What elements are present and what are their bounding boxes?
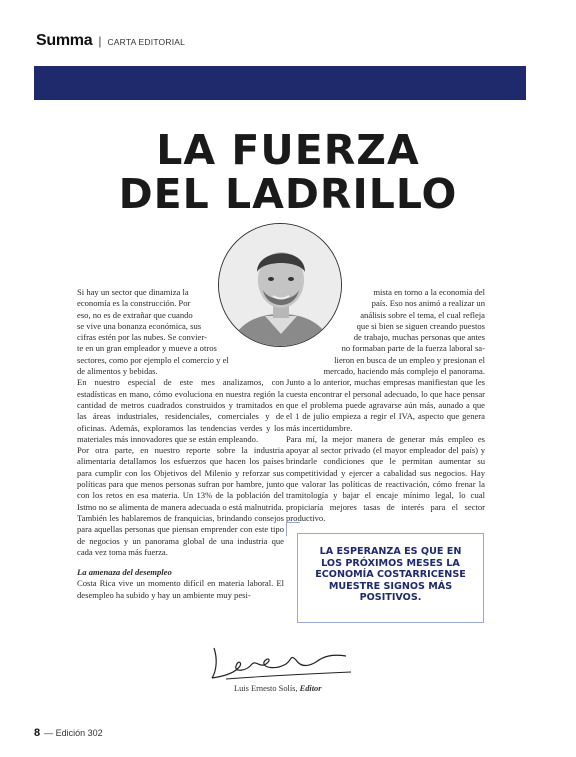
continuation-paragraph (286, 287, 485, 377)
text-line: país. Eso nos animó a realizar un (371, 298, 485, 309)
text-line: mista en torno a la economía del (373, 287, 485, 297)
text-line: que si bien se siguen creando puestos (356, 320, 485, 331)
body-paragraph: Junto a lo anterior, muchas empresas manifiestan que les cuesta encontrar el personal adecuado, lo que hace pensar que el problema puede agravarse aún más, aunado a que el 1 de julio empieza a regir el IVA, aspecto que genera más incertidumbre. (286, 377, 485, 433)
text-line: lieron en busca de un empleo y presionan el (334, 354, 485, 365)
page-header (36, 32, 185, 50)
body-paragraph: Para mí, la mejor manera de generar más empleo es apoyar al sector privado (el mayor empleador del país) y brindarle condiciones que le permitan aumentar su competitividad y ejercer a cabalidad sus negocios. Hay que valorar las políticas de reactivación, cómo frenar la tramitología y bajar el encaje mínimo legal, lo cual propiciaría mejores tasas de interés para el sector productivo. (286, 433, 485, 523)
handwritten-signature-icon (206, 642, 356, 682)
text-line: Si hay un sector que dinamiza la (77, 287, 189, 297)
body-paragraph: En nuestro especial de este mes analizamos, con estadísticas en mano, cómo evoluciona en nuestra región la cantidad de metros cuadrados construidos y tramitados en las áreas industriales, residenciales, comerciales y de oficinas. Además, exploramos las tendencias verdes y los materiales más innovadores que se están empleando. (77, 377, 284, 444)
accent-banner (34, 66, 526, 100)
pull-quote (297, 533, 484, 623)
section-label: CARTA EDITORIAL (107, 37, 186, 47)
body-paragraph: También les hablaremos de franquicias, brindando consejos para aquellas personas que piensan emprender con este tipo de negocios y un panorama global de una industria que cada vez toma más fuerza. (77, 512, 284, 557)
editor-name: Luis Ernesto Solís, (234, 684, 298, 693)
left-column (77, 287, 284, 601)
text-line: se vive una bonanza económica, sus (77, 320, 202, 331)
text-line: eso, no es de extrañar que cuando (77, 309, 193, 320)
section-subheading: La amenaza del desempleo (77, 567, 172, 578)
brand-logo: Summa (36, 32, 93, 49)
title-line-2: DEL LADRILLO (118, 170, 458, 218)
text-line: no formaban parte de la fuerza laboral sa- (341, 343, 485, 354)
signature-caption (234, 684, 321, 693)
body-paragraph: Costa Rica vive un momento difícil en materia laboral. El desempleo ha subido y hay un ambiente muy pesi- (77, 578, 284, 600)
right-column (286, 287, 485, 524)
page-number: 8 (34, 727, 41, 739)
text-line: de trabajo, muchas personas que antes (353, 332, 485, 343)
text-line: cifras estén por las nubes. Se convier- (77, 332, 207, 343)
header-separator: | (98, 34, 102, 48)
pull-quote-text: LA ESPERANZA ES QUE EN LOS PRÓXIMOS MESES LA ECONOMÍA COSTARRICENSE MUESTRE SIGNOS MÁS POSITIVOS. (315, 546, 466, 604)
text-line: economía es la construcción. Por (77, 298, 191, 309)
editor-role: Editor (299, 684, 322, 693)
page-footer (34, 727, 103, 739)
title-line-1: LA FUERZA (156, 126, 420, 174)
intro-paragraph (77, 287, 284, 377)
text-line: te en un gran empleador y mueve a otros (77, 343, 217, 354)
text-line: de alimentos y bebidas. (77, 366, 158, 377)
page-title (0, 128, 576, 216)
edition-label: — Edición 302 (44, 728, 103, 738)
body-paragraph: Por otra parte, en nuestro reporte sobre la industria alimentaria detallamos los esfuerzos que hacen los países para cumplir con los Objetivos del Milenio y reforzar sus políticas para que menos personas sufran por hambre, junto con los retos en esa materia. Un 13% de la población del Istmo no se alimenta de manera adecuada o está malnutrida. (77, 445, 284, 512)
text-line: sectores, como por ejemplo el comercio y el (77, 354, 229, 365)
text-line: mercado, haciendo más complejo el panorama. (323, 366, 485, 377)
text-line: análisis sobre el tema, el cual refleja (360, 309, 485, 320)
